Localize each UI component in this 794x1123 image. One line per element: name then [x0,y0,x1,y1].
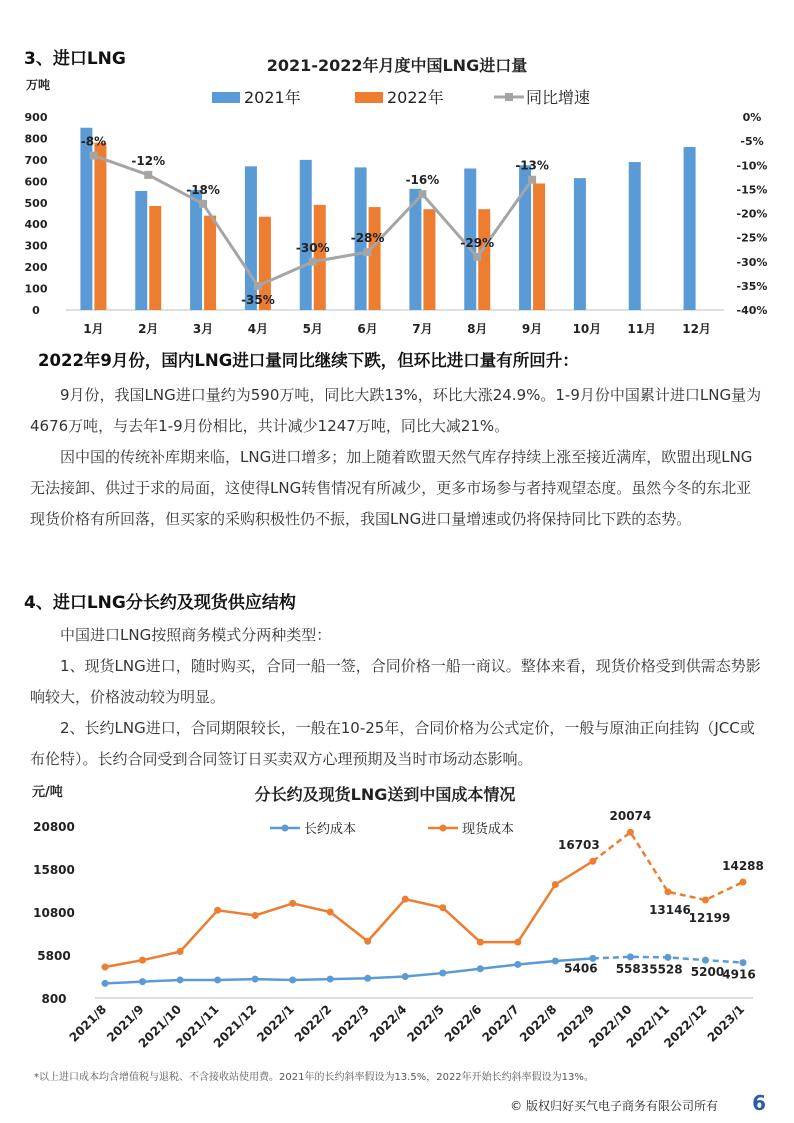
analysis-paragraph [30,380,766,535]
x-tick-label: 2022/11 [623,1002,673,1051]
spot-data-label: 20074 [609,809,652,824]
yoy-point [418,190,426,198]
x-tick-label: 2022/9 [554,1002,598,1045]
long-term-point [702,957,709,964]
yoy-point [364,248,372,256]
bar-2021 [574,178,586,310]
x-tick-label: 1月 [83,322,104,336]
y2-tick-label: -25% [736,231,768,245]
spot-point [552,881,559,888]
y-tick-label: 5800 [37,949,71,963]
x-tick-label: 2022/5 [404,1002,447,1045]
spot-point [289,900,296,907]
y-tick-label: 10800 [33,906,75,920]
spot-point [477,939,484,946]
bar-2021 [629,162,641,310]
spot-point [589,858,596,865]
long-term-data-label: 5583 [615,961,650,976]
analysis-subheading: 2022年9月份，国内LNG进口量同比继续下跌，但环比进口量有所回升： [38,351,579,370]
y2-tick-label: -5% [740,135,764,149]
x-tick-label: 2021/9 [104,1002,147,1045]
legend-label: 现货成本 [462,822,515,837]
spot-point [364,938,371,945]
long-term-point [327,976,334,983]
y-tick-label: 500 [24,196,48,210]
y2-tick-label: -20% [736,207,768,221]
yoy-data-label: -35% [241,292,275,307]
section-title-3: 3、进口LNG [24,49,126,69]
long-term-point [139,978,146,985]
y-tick-label: 20800 [33,820,75,834]
y2-tick-label: -15% [736,183,768,197]
y-tick-label: 100 [24,282,48,296]
x-tick-label: 2022/12 [661,1002,710,1051]
long-term-point [252,976,259,983]
yoy-data-label: -13% [515,158,549,173]
x-tick-label: 2022/10 [586,1002,635,1051]
paragraph-text: 中国进口LNG按照商务模式分两种类型： [60,626,332,644]
spot-point [214,907,221,914]
yoy-data-label: -12% [131,153,166,168]
legend-marker [505,93,513,101]
legend-marker [440,825,447,832]
long-term-point [289,976,296,983]
x-tick-label: 2022/4 [366,1002,410,1045]
legend-swatch [355,92,383,103]
spot-point [139,957,146,964]
bar-2021 [519,165,531,310]
paragraph-text: 1、现货LNG进口，随时购买，合同一船一签，合同价格一船一商议。整体来看，现货价格受到供需态势影响较大，价格波动较为明显。 [30,657,761,706]
section-title-4: 4、进口LNG分长约及现货供应结构 [24,593,296,613]
long-term-point [402,973,409,980]
page-number: 6 [752,1091,766,1115]
legend-swatch [212,92,240,103]
long-term-point [439,970,446,977]
y-axis-unit-label: 万吨 [26,78,51,92]
y-tick-label: 700 [24,153,48,167]
spot-point [514,939,521,946]
long-term-point [364,975,371,982]
y-tick-label: 300 [24,239,48,253]
spot-point [627,829,634,836]
long-term-point [627,953,634,960]
bar-2022 [533,183,545,310]
x-tick-label: 2021/11 [173,1002,222,1051]
long-term-point [664,954,671,961]
legend-label: 2022年 [387,88,444,107]
spot-data-label: 16703 [558,838,600,853]
spot-point [327,909,334,916]
y-axis-unit-label: 元/吨 [32,785,63,800]
lng-cost-chart [0,778,794,1068]
x-tick-label: 2022/7 [479,1002,522,1045]
x-tick-label: 10月 [572,322,602,336]
legend-label: 同比增速 [526,88,591,107]
spot-point [439,904,446,911]
y2-tick-label: -30% [736,255,768,269]
y2-tick-label: -10% [736,159,768,173]
spot-point [702,896,709,903]
long-term-point [177,976,184,983]
long-term-point [477,965,484,972]
yoy-point [473,253,481,261]
x-tick-label: 4月 [247,322,269,336]
bar-2021 [190,190,202,310]
paragraph-text: 9月份，我国LNG进口量约为590万吨，同比大跌13%，环比大涨24.9%。1-9月份中国累计进口LNG量为4676万吨，与去年1-9月份相比，共计减少1247万吨，同比大减21%。 [30,386,762,435]
yoy-data-label: -29% [460,235,495,250]
y-tick-label: 15800 [33,863,75,877]
chart-title: 2021-2022年月度中国LNG进口量 [266,56,528,75]
x-tick-label: 2022/8 [516,1002,560,1045]
y-tick-label: 900 [24,111,48,124]
bar-2022 [314,205,326,310]
yoy-point [254,282,262,290]
x-tick-label: 6月 [357,322,378,336]
yoy-point [309,258,317,266]
long-term-data-label: 5528 [649,962,683,977]
x-tick-label: 2022/3 [329,1002,372,1045]
legend-marker [282,825,289,832]
spot-data-label: 14288 [722,859,764,874]
long-term-data-label: 5406 [564,961,598,976]
y-tick-label: 200 [24,261,48,275]
spot-point [102,964,109,971]
x-tick-label: 5月 [302,322,323,336]
x-tick-label: 7月 [412,322,433,336]
y-tick-label: 800 [24,132,48,146]
long-term-point [514,961,521,968]
y-tick-label: 0 [32,304,40,317]
x-tick-label: 2023/1 [704,1002,748,1045]
spot-point [402,896,409,903]
spot-data-label: 13146 [649,902,691,917]
bar-2021 [300,160,312,310]
yoy-data-label: -28% [350,231,385,246]
yoy-point [528,176,536,184]
paragraph-text: 因中国的传统补库期来临，LNG进口增多；加上随着欧盟天然气库存持续上涨至接近满库，欧盟出现LNG无法接卸、供过于求的局面，这使得LNG转售情况有所减少，更多市场参与者持观望态度。虽然今冬的东北亚现货价格有所回落，但买家的采购积极性仍不振，我国LNG进口量增速或仍将保持同比下跌的态势。 [30,448,753,528]
y-tick-label: 800 [41,992,67,1006]
legend-label: 2021年 [244,88,301,107]
bar-2022 [369,207,381,310]
y-tick-label: 600 [24,175,48,189]
spot-point [664,888,671,895]
bar-2022 [94,143,106,310]
long-term-point [552,958,559,965]
spot-point [252,912,259,919]
y-tick-label: 400 [24,218,48,232]
bar-2022 [149,206,161,310]
long-term-point [214,976,221,983]
spot-point [177,948,184,955]
yoy-data-label: -18% [186,182,220,197]
spot-point [740,879,747,886]
yoy-point [89,152,97,160]
bar-2021 [135,191,147,310]
long-term-point [740,959,747,966]
y2-tick-label: 0% [742,111,762,124]
paragraph-text: 2、长约LNG进口，合同期限较长，一般在10-25年，合同价格为公式定价，一般与原油正向挂钩（JCC或布伦特）。长约合同受到合同签订日买卖双方心理预期及当时市场动态影响。 [30,719,755,768]
x-tick-label: 2021/10 [135,1002,185,1051]
yoy-data-label: -16% [405,173,440,188]
x-tick-label: 2022/2 [291,1002,335,1045]
long-term-data-label: 5200 [690,965,725,980]
lng-import-chart [0,45,794,390]
structure-paragraph [30,620,766,775]
y2-tick-label: -40% [736,304,768,317]
spot-data-label: 12199 [688,910,731,925]
x-tick-label: 2月 [138,322,159,336]
x-tick-label: 8月 [467,322,488,336]
footnote: *以上进口成本均含增值税与退税、不含接收站使用费。2021年的长约斜率假设为13.5%，2022年开始长约斜率假设为13%。 [34,1072,594,1083]
bar-2022 [204,216,216,310]
yoy-point [199,200,207,208]
x-tick-label: 2021/8 [66,1002,110,1045]
y2-tick-label: -35% [736,279,768,293]
chart-title: 分长约及现货LNG送到中国成本情况 [254,785,516,804]
long-term-data-label: 4916 [722,967,756,982]
bar-2021 [684,147,696,310]
yoy-point [144,171,152,179]
yoy-data-label: -8% [80,134,107,149]
x-tick-label: 2022/1 [254,1002,297,1045]
copyright: © 版权归好买气电子商务有限公司所有 [510,1099,718,1113]
long-term-point [102,980,109,987]
x-tick-label: 3月 [192,322,214,336]
legend-label: 长约成本 [304,822,357,837]
x-tick-label: 2021/12 [210,1002,260,1051]
bar-2022 [423,209,435,310]
x-tick-label: 11月 [627,322,657,336]
x-tick-label: 12月 [682,322,711,336]
x-tick-label: 9月 [521,322,543,336]
x-tick-label: 2022/6 [441,1002,485,1045]
yoy-data-label: -30% [295,240,330,255]
